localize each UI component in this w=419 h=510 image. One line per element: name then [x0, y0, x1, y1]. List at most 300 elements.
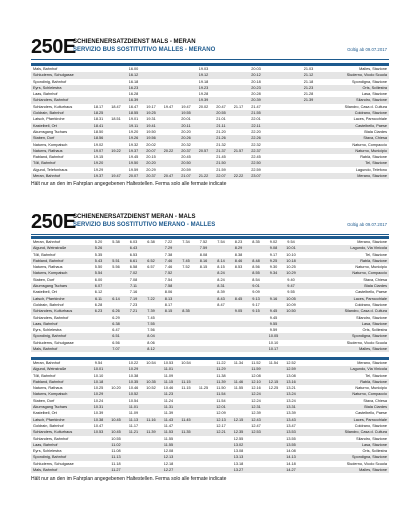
- departure-time: 9.55: [269, 321, 278, 326]
- stop-name-german: Goldrain, Bahnhof: [33, 423, 64, 428]
- title-italian: SERVIZIO BUS SOSTITUTIVO MALLES - MERANO: [73, 46, 216, 53]
- departure-time: 10.24: [93, 398, 104, 403]
- stop-name-italian: Merano, Stazione: [357, 361, 387, 365]
- departure-time: 5.38: [112, 240, 120, 244]
- departure-time: 20.26: [181, 136, 191, 141]
- departure-time: 21.39: [303, 98, 314, 103]
- stop-name-italian: Malles, Stazione: [359, 347, 387, 352]
- departure-time: 10.10: [286, 252, 296, 257]
- stop-name-italian: Coldrano, Stazione: [354, 423, 387, 428]
- departure-time: 10.53: [93, 430, 104, 435]
- stop-name-german: Akumsgang Tschars: [33, 284, 68, 289]
- departure-time: 5.50: [94, 265, 103, 270]
- departure-time: 10.01: [286, 246, 296, 251]
- departure-time: 11.52: [251, 361, 261, 365]
- departure-time: 7.23: [129, 302, 138, 307]
- departure-time: 6.47: [112, 328, 120, 333]
- stop-name-german: Rabland, Bahnhof: [33, 155, 64, 160]
- departure-time: 21.22: [198, 174, 209, 179]
- stop-name-italian: Spondigna, Stazione: [351, 79, 387, 84]
- departure-time: 10.50: [286, 309, 296, 314]
- departure-time: 21.12: [303, 73, 314, 78]
- departure-time: 20.02: [198, 104, 209, 109]
- departure-time: 23.07: [251, 174, 261, 179]
- departure-time: 11.09: [163, 373, 174, 378]
- departure-time: 9.09: [252, 290, 260, 295]
- stop-name-german: Schlanders, Bahnhof: [33, 98, 69, 103]
- stop-name-italian: Laces, Parrocchiale: [353, 296, 387, 301]
- departure-time: 11.13: [128, 417, 139, 422]
- departure-time: 21.32: [216, 142, 226, 147]
- stop-name-italian: Silandro, Stazione: [356, 315, 387, 320]
- departure-time: 21.03: [303, 67, 314, 71]
- departure-time: 8.53: [234, 265, 243, 270]
- timetable-table: [31, 63, 389, 179]
- stop-name-german: Kastelbell, Ort: [33, 290, 57, 295]
- departure-time: 10.20: [111, 386, 121, 391]
- departure-time: 10.54: [146, 361, 156, 365]
- departure-time: 6.51: [112, 334, 120, 339]
- departure-time: 18.17: [93, 104, 104, 109]
- departure-time: 12.13: [163, 455, 174, 460]
- departure-time: 11.01: [128, 405, 139, 410]
- stop-name-italian: Tel, Stazione: [365, 252, 387, 257]
- departure-time: 10.29: [128, 367, 139, 372]
- departure-time: 20.37: [146, 174, 156, 179]
- departure-time: 6.58: [129, 265, 138, 270]
- departure-time: 12.59: [286, 367, 296, 372]
- stop-name-italian: Stava, Chiesa: [363, 277, 387, 282]
- stop-name-italian: Merano, Stazione: [357, 240, 387, 244]
- departure-time: 6.29: [112, 315, 120, 320]
- departure-time: 10.52: [128, 392, 139, 397]
- stop-name-italian: Biala Ciardes: [364, 405, 387, 410]
- line-number: 250E: [31, 211, 76, 233]
- stop-name-german: Eyrs, Schlelestra: [33, 328, 62, 333]
- departure-time: 9.30: [269, 265, 278, 270]
- departure-time: 9.54: [94, 361, 103, 365]
- departure-time: 18.47: [111, 104, 121, 109]
- departure-time: 11.47: [163, 423, 174, 428]
- departure-time: 5.54: [94, 271, 103, 276]
- departure-time: 6.28: [94, 302, 103, 307]
- departure-time: 10.18: [93, 379, 104, 384]
- departure-time: 13.16: [286, 379, 296, 384]
- stop-name-german: Algund, Weinstraße: [33, 367, 67, 372]
- stop-name-german: Kastelbell, Ort: [33, 411, 57, 416]
- departure-time: 6.43: [129, 246, 138, 251]
- departure-time: 14.08: [286, 449, 296, 454]
- departure-time: 12.01: [216, 405, 226, 410]
- departure-time: 9.25: [269, 258, 278, 263]
- stop-name-italian: Rablà, Stazione: [360, 379, 387, 384]
- stop-name-italian: Lagundo, Via Vinicola: [350, 246, 387, 251]
- departure-time: 20.22: [163, 148, 174, 153]
- stop-name-italian: Oris, Sciliestra: [362, 449, 387, 454]
- departure-time: 20.50: [181, 161, 191, 166]
- departure-time: 19.22: [111, 148, 121, 153]
- departure-time: 18.55: [128, 111, 139, 116]
- departure-time: 8.43: [217, 296, 225, 301]
- departure-time: 5.35: [94, 252, 103, 257]
- departure-time: 12.15: [268, 379, 279, 384]
- departure-time: 22.01: [251, 117, 261, 122]
- departure-time: 9.59: [269, 328, 278, 333]
- departure-time: 12.47: [251, 423, 261, 428]
- departure-time: 10.05: [268, 334, 279, 339]
- departure-time: 20.15: [146, 155, 156, 160]
- departure-time: 7.46: [164, 265, 173, 270]
- departure-time: 19.47: [181, 104, 191, 109]
- section-header: [31, 38, 389, 60]
- title-italian: SERVIZIO BUS SOSTITUTIVO MERANO - MALLES: [73, 221, 216, 228]
- departure-time: 11.22: [216, 361, 226, 365]
- departure-time: 11.31: [163, 405, 174, 410]
- stop-name-german: Akumsgang Tschars: [33, 129, 68, 134]
- departure-time: 7.21: [129, 309, 138, 314]
- departure-time: 20.32: [181, 142, 191, 147]
- departure-time: 19.45: [128, 155, 139, 160]
- departure-time: 10.55: [111, 436, 121, 441]
- departure-time: 10.38: [93, 417, 104, 422]
- departure-time: 7.39: [147, 309, 155, 314]
- departure-time: 11.34: [233, 361, 244, 365]
- departure-time: 8.35: [252, 240, 260, 244]
- stop-name-german: Akumsgang Tschars: [33, 405, 68, 410]
- stop-name-german: Mals, Bahnhof: [33, 67, 58, 71]
- departure-time: 12.24: [251, 398, 261, 403]
- table-row: [31, 467, 389, 473]
- departure-time: 10.52: [146, 386, 156, 391]
- departure-time: 8.39: [217, 290, 225, 295]
- stop-name-italian: Laces, Parrocchiale: [353, 417, 387, 422]
- departure-time: 7.52: [199, 240, 208, 244]
- departure-time: 16.23: [128, 85, 139, 90]
- departure-time: 9.40: [287, 277, 295, 282]
- departure-time: 19.59: [128, 167, 139, 172]
- stop-name-german: Rabland, Bahnhof: [33, 258, 64, 263]
- departure-time: 19.47: [163, 104, 174, 109]
- departure-time: 22.11: [251, 123, 261, 128]
- departure-time: 21.18: [303, 79, 314, 84]
- stop-name-german: Naturns, Kompatsch: [33, 392, 68, 397]
- departure-time: 9.16: [269, 296, 278, 301]
- departure-time: 20.47: [163, 174, 174, 179]
- stop-name-german: Naturns, Rathaus: [33, 265, 63, 270]
- departure-time: 12.39: [251, 411, 261, 416]
- stop-name-italian: Lasa, Stazione: [361, 92, 387, 97]
- departure-time: 11.39: [146, 430, 156, 435]
- departure-time: 18.25: [93, 111, 104, 116]
- departure-time: 8.15: [217, 265, 225, 270]
- stop-name-german: Schluderns, Schulgasse: [33, 340, 74, 345]
- departure-time: 11.55: [163, 442, 174, 447]
- departure-time: 13.24: [286, 398, 296, 403]
- stop-name-german: Schlanders, Kulturhaus: [33, 309, 73, 314]
- departure-time: 9.01: [252, 284, 260, 289]
- departure-time: 19.37: [93, 174, 104, 179]
- departure-time: 11.15: [181, 386, 191, 391]
- departure-time: 16.39: [128, 98, 139, 103]
- departure-time: 21.07: [181, 174, 191, 179]
- departure-time: 19.26: [128, 136, 139, 141]
- departure-time: 13.53: [286, 430, 296, 435]
- departure-time: 10.01: [93, 367, 104, 372]
- departure-time: 20.03: [251, 67, 261, 71]
- departure-time: 18.51: [111, 117, 121, 122]
- departure-time: 13.31: [286, 405, 296, 410]
- departure-time: 12.43: [251, 417, 261, 422]
- departure-time: 19.28: [198, 92, 209, 97]
- departure-time: 13.21: [286, 386, 296, 391]
- departure-time: 9.13: [252, 296, 260, 301]
- departure-time: 19.29: [93, 167, 104, 172]
- departure-time: 10.54: [181, 361, 191, 365]
- departure-time: 9.15: [252, 309, 260, 314]
- departure-time: 22.32: [251, 142, 261, 147]
- departure-time: 19.07: [93, 148, 104, 153]
- stop-name-italian: Naturno, Municipio: [355, 148, 387, 153]
- footnote: Hält nur an den im Fahrplan angegebenen Haltestellen. Ferma solo alle fermate indicate: [31, 181, 227, 187]
- departure-time: 19.50: [146, 129, 156, 134]
- stop-name-german: Algund, Telefonhaus: [33, 167, 68, 172]
- stop-name-italian: Silandro, Casa d. Cultura: [344, 430, 387, 435]
- departure-time: 19.01: [128, 117, 139, 122]
- departure-time: 6.61: [129, 258, 138, 263]
- departure-time: 12.08: [251, 373, 261, 378]
- table-row: [31, 173, 389, 179]
- stop-name-german: Meran, Bahnhof: [33, 361, 61, 365]
- departure-time: 6.14: [112, 296, 120, 301]
- departure-time: 10.31: [93, 405, 104, 410]
- departure-time: 8.17: [164, 302, 173, 307]
- departure-time: 21.17: [233, 104, 244, 109]
- departure-time: 19.41: [146, 123, 156, 128]
- stop-name-italian: Merano, Stazione: [357, 174, 387, 179]
- departure-time: 10.35: [146, 379, 156, 384]
- departure-time: 8.35: [182, 309, 190, 314]
- departure-time: 7.11: [129, 284, 138, 289]
- stop-name-italian: Silandro, Stazione: [356, 436, 387, 441]
- departure-time: 6.23: [94, 309, 103, 314]
- departure-time: 11.15: [181, 379, 191, 384]
- departure-time: 6.00: [94, 277, 103, 282]
- departure-time: 9.02: [269, 240, 278, 244]
- departure-time: 20.12: [251, 73, 261, 78]
- departure-time: 20.59: [181, 167, 191, 172]
- departure-time: 11.46: [233, 379, 244, 384]
- departure-time: 6.38: [112, 321, 120, 326]
- departure-time: 13.02: [233, 442, 244, 447]
- departure-time: 21.45: [216, 155, 226, 160]
- departure-time: 7.22: [164, 240, 173, 244]
- departure-time: 20.45: [181, 155, 191, 160]
- stop-name-german: Staben, Dorf: [33, 136, 55, 141]
- departure-time: 7.29: [164, 246, 173, 251]
- departure-time: 10.22: [128, 361, 139, 365]
- departure-time: 10.45: [111, 430, 121, 435]
- departure-time: 10.29: [93, 392, 104, 397]
- stop-name-german: Mals, Bahnhof: [33, 347, 58, 352]
- departure-time: 7.52: [182, 265, 190, 270]
- departure-time: 7.55: [147, 321, 155, 326]
- stop-name-italian: Tel, Stazione: [365, 373, 387, 378]
- departure-time: 10.46: [163, 386, 174, 391]
- timetable-table-midday: [31, 357, 389, 473]
- departure-time: 18.50: [93, 129, 104, 134]
- title-german: SCHIENENERSATZDIENST MERAN - MALS: [73, 214, 196, 220]
- departure-time: 8.29: [234, 246, 243, 251]
- departure-time: 19.20: [93, 161, 104, 166]
- departure-time: 20.02: [146, 142, 156, 147]
- departure-time: 9.17: [252, 302, 260, 307]
- departure-time: 7.08: [129, 277, 138, 282]
- departure-time: 16.12: [128, 73, 139, 78]
- stop-name-german: Schluderns, Schulgasse: [33, 73, 74, 78]
- departure-time: 11.43: [163, 417, 174, 422]
- departure-time: 11.54: [268, 361, 279, 365]
- departure-time: 12.09: [216, 411, 226, 416]
- departure-time: 11.24: [163, 398, 174, 403]
- departure-time: 19.50: [128, 161, 139, 166]
- departure-time: 16.28: [128, 92, 139, 97]
- departure-time: 11.53: [163, 430, 174, 435]
- departure-time: 14.13: [286, 455, 296, 460]
- departure-time: 12.24: [251, 392, 261, 397]
- departure-time: 11.50: [216, 386, 226, 391]
- departure-time: 12.13: [216, 417, 226, 422]
- departure-time: 9.45: [269, 309, 278, 314]
- departure-time: 10.10: [93, 373, 104, 378]
- departure-time: 7.54: [217, 240, 225, 244]
- departure-time: 20.11: [181, 123, 191, 128]
- departure-time: 8.48: [252, 258, 260, 263]
- departure-time: 19.03: [198, 67, 209, 71]
- departure-time: 9.08: [269, 246, 278, 251]
- departure-time: 6.07: [94, 284, 103, 289]
- departure-time: 10.10: [268, 340, 279, 345]
- departure-time: 20.07: [128, 174, 139, 179]
- departure-time: 6.38: [147, 240, 155, 244]
- departure-time: 20.55: [216, 111, 226, 116]
- departure-time: 22.20: [251, 129, 261, 134]
- stop-name-german: Schluderns, Schulgasse: [33, 461, 74, 466]
- departure-time: 19.15: [93, 155, 104, 160]
- departure-time: 13.08: [233, 449, 244, 454]
- stop-name-italian: Silandro, Casa d. Cultura: [344, 104, 387, 109]
- departure-time: 10.45: [111, 417, 121, 422]
- departure-time: 12.08: [163, 449, 174, 454]
- departure-time: 11.29: [216, 367, 226, 372]
- stop-name-german: Töll, Bahnhof: [33, 161, 56, 166]
- departure-time: 12.35: [233, 430, 244, 435]
- stop-name-german: Staben, Dorf: [33, 277, 55, 282]
- departure-time: 19.17: [146, 104, 156, 109]
- departure-time: 5.43: [94, 258, 103, 263]
- line-number: 250E: [31, 36, 76, 58]
- departure-time: 7.19: [129, 296, 138, 301]
- stop-name-italian: Rablà, Stazione: [360, 155, 387, 160]
- departure-time: 19.11: [128, 123, 139, 128]
- departure-time: 10.39: [93, 411, 104, 416]
- departure-time: 8.13: [164, 296, 173, 301]
- departure-time: 11.02: [111, 442, 121, 447]
- departure-time: 11.39: [163, 411, 174, 416]
- departure-time: 7.45: [182, 258, 190, 263]
- stop-name-german: Meran, Bahnhof: [33, 174, 61, 179]
- departure-time: 6.11: [94, 296, 103, 301]
- stop-name-italian: Silandro, Casa d. Cultura: [344, 309, 387, 314]
- departure-time: 11.25: [198, 386, 209, 391]
- departure-time: 6.57: [147, 265, 155, 270]
- departure-time: 19.32: [128, 142, 139, 147]
- departure-time: 7.38: [164, 252, 173, 257]
- departure-time: 11.01: [163, 367, 174, 372]
- stop-name-german: Naturns, Kompatsch: [33, 271, 68, 276]
- stop-name-italian: Castelbello, Paese: [355, 290, 387, 295]
- departure-time: 11.15: [163, 379, 174, 384]
- departure-time: 13.24: [286, 392, 296, 397]
- stop-name-italian: Naturno, Compaccio: [352, 392, 387, 397]
- stop-name-german: Algund, Weinstraße: [33, 246, 67, 251]
- departure-time: 20.29: [146, 167, 156, 172]
- departure-time: 22.22: [233, 174, 244, 179]
- departure-time: 12.52: [286, 361, 296, 365]
- departure-time: 9.54: [287, 240, 295, 244]
- stop-name-italian: Lasa, Stazione: [361, 321, 387, 326]
- departure-time: 7.58: [164, 284, 173, 289]
- stop-name-italian: Malles, Stazione: [359, 468, 387, 473]
- departure-time: 8.14: [217, 258, 225, 263]
- stop-name-german: Naturns, Rathaus: [33, 148, 63, 153]
- stop-name-italian: Spondigna, Stazione: [351, 455, 387, 460]
- stop-name-german: Schlanders, Kulturhaus: [33, 104, 73, 109]
- departure-time: 9.47: [287, 284, 295, 289]
- departure-time: 22.07: [216, 174, 226, 179]
- departure-time: 21.50: [216, 161, 226, 166]
- departure-time: 6.26: [112, 309, 120, 314]
- stop-name-german: Goldrain, Bahnhof: [33, 302, 64, 307]
- section-header: [31, 213, 389, 235]
- departure-time: 13.55: [286, 442, 296, 447]
- departure-time: 14.18: [286, 461, 296, 466]
- stop-name-italian: Castelbello, Paese: [355, 123, 387, 128]
- timetable-table-morning: [31, 236, 389, 352]
- departure-time: 12.21: [216, 430, 226, 435]
- departure-time: 21.01: [216, 117, 226, 122]
- departure-time: 14.27: [286, 468, 296, 473]
- departure-time: 8.16: [199, 258, 208, 263]
- departure-time: 20.20: [181, 129, 191, 134]
- departure-time: 13.47: [286, 423, 296, 428]
- departure-time: 5.51: [112, 258, 120, 263]
- departure-time: 18.41: [93, 123, 104, 128]
- departure-time: 12.25: [268, 386, 279, 391]
- departure-time: 6.53: [129, 252, 138, 257]
- departure-time: 21.55: [251, 111, 261, 116]
- departure-time: 21.23: [303, 85, 314, 90]
- departure-time: 16.00: [128, 67, 139, 71]
- validity-date: Gültig ab 09.07.2017: [347, 47, 387, 52]
- timetable-section-2: [31, 211, 389, 482]
- departure-time: 22.37: [251, 148, 261, 153]
- stop-name-german: Schlanders, Kulturhaus: [33, 430, 73, 435]
- departure-time: 21.47: [251, 104, 261, 109]
- stop-name-german: Laas, Bahnhof: [33, 442, 58, 447]
- departure-time: 11.55: [233, 386, 244, 391]
- departure-time: 7.34: [182, 240, 190, 244]
- departure-time: 21.37: [216, 148, 226, 153]
